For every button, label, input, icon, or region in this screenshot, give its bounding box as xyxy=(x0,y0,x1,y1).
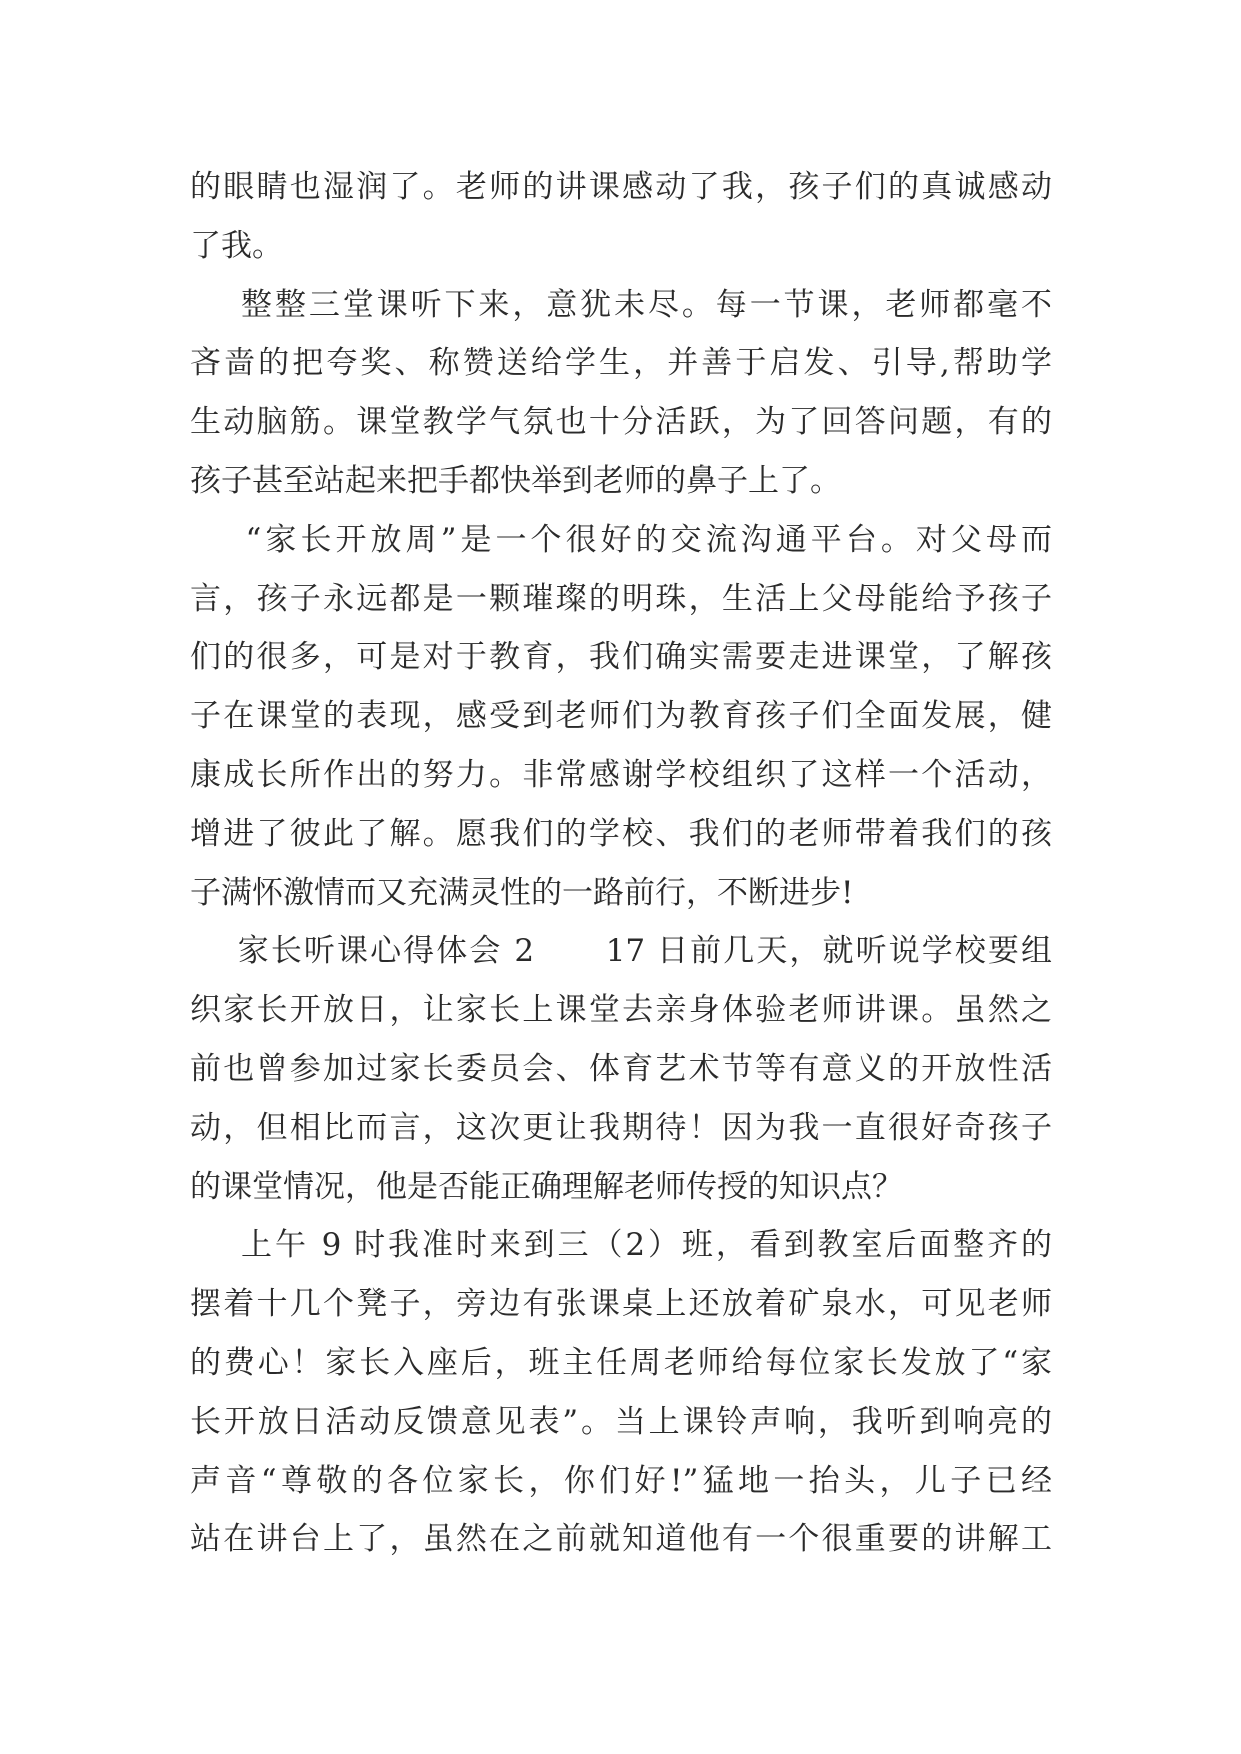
text-line: 增进了彼此了解。愿我们的学校、我们的老师带着我们的孩 xyxy=(190,815,1052,852)
text-line: 们的很多，可是对于教育，我们确实需要走进课堂，了解孩 xyxy=(190,639,1052,676)
text-line: 了我。 xyxy=(190,227,283,264)
text-line: 的费心！家长入座后，班主任周老师给每位家长发放了“家 xyxy=(190,1344,1052,1381)
text-line: 家长听课心得体会 2 17 日前几天，就听说学校要组 xyxy=(190,933,1052,970)
text-line: 生动脑筋。课堂教学气氛也十分活跃，为了回答问题，有的 xyxy=(190,404,1052,441)
text-line: 前也曾参加过家长委员会、体育艺术节等有意义的开放性活 xyxy=(190,1050,1052,1087)
text-line: 的课堂情况，他是否能正确理解老师传授的知识点？ xyxy=(190,1168,903,1205)
text-line: 织家长开放日，让家长上课堂去亲身体验老师讲课。虽然之 xyxy=(190,992,1052,1029)
text-line: “家长开放周”是一个很好的交流沟通平台。对父母而 xyxy=(190,521,1052,558)
text-line: 康成长所作出的努力。非常感谢学校组织了这样一个活动， xyxy=(190,756,1052,793)
text-line: 声音“尊敬的各位家长，你们好!”猛地一抬头，儿子已经 xyxy=(190,1462,1052,1499)
text-line: 动，但相比而言，这次更让我期待！因为我一直很好奇孩子 xyxy=(190,1109,1052,1146)
text-line: 子满怀激情而又充满灵性的一路前行，不断进步! xyxy=(190,874,854,911)
text-line: 言，孩子永远都是一颗璀璨的明珠，生活上父母能给予孩子 xyxy=(190,580,1052,617)
text-line: 站在讲台上了，虽然在之前就知道他有一个很重要的讲解工 xyxy=(190,1521,1052,1558)
text-line: 子在课堂的表现，感受到老师们为教育孩子们全面发展，健 xyxy=(190,698,1052,735)
text-line: 的眼睛也湿润了。老师的讲课感动了我，孩子们的真诚感动 xyxy=(190,169,1052,205)
text-line: 长开放日活动反馈意见表”。当上课铃声响，我听到响亮的 xyxy=(190,1403,1052,1440)
body-text xyxy=(190,158,1052,1569)
text-line: 吝啬的把夸奖、称赞送给学生，并善于启发、引导,帮助学 xyxy=(190,345,1052,382)
text-line: 孩子甚至站起来把手都快举到老师的鼻子上了。 xyxy=(190,462,841,499)
text-line: 摆着十几个凳子，旁边有张课桌上还放着矿泉水，可见老师 xyxy=(190,1286,1052,1323)
text-line: 整整三堂课听下来，意犹未尽。每一节课，老师都毫不 xyxy=(190,286,1052,323)
text-line: 上午 9 时我准时来到三（2）班，看到教室后面整齐的 xyxy=(190,1227,1052,1264)
